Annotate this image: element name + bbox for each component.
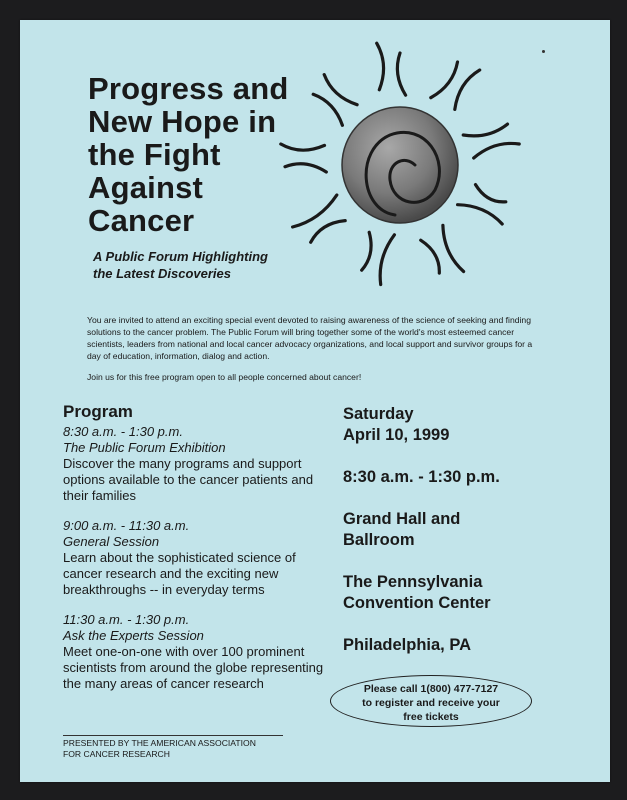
session-time: 8:30 a.m. - 1:30 p.m. (63, 424, 183, 439)
session-name: General Session (63, 534, 160, 549)
event-venue-block (343, 509, 593, 551)
subtitle-line: the Latest Discoveries (93, 266, 232, 281)
event-hours-block (343, 467, 593, 488)
sun-ray (324, 75, 357, 105)
session-item (63, 424, 333, 504)
event-day: Saturday (343, 405, 414, 423)
sun-ray (476, 185, 506, 202)
event-city: Philadelphia, PA (343, 636, 472, 654)
flyer-subtitle (93, 248, 268, 282)
sun-ray (443, 225, 464, 271)
event-city-block (343, 635, 593, 656)
intro-paragraph: You are invited to attend an exciting special event devoted to raising awareness of the science of seeking and finding solutions to the cancer problem. The Public Forum will bring together some of the world's most esteemed cancer scientists, leaders from national and local cancer advocacy organizations, and local support and survivor groups for a day of education, information, dialog and action. (87, 315, 533, 361)
program-section (63, 402, 333, 706)
flyer-page (20, 20, 610, 782)
session-name: The Public Forum Exhibition (63, 440, 226, 455)
venue-line: Ballroom (343, 531, 415, 549)
title-line: Against (88, 170, 204, 205)
sun-ray (285, 164, 326, 172)
presented-by (63, 735, 283, 760)
callout-line: Please call 1(800) 477-7127 (363, 683, 499, 695)
subtitle-line: A Public Forum Highlighting (93, 249, 268, 264)
session-description: Discover the many programs and support options available to the cancer patients and their families (63, 456, 314, 503)
sun-ray (293, 195, 337, 227)
callout-line: free tickets (403, 711, 459, 723)
sun-ray (362, 232, 371, 270)
sun-ray (313, 94, 342, 125)
title-line: Progress and (88, 71, 289, 106)
session-time: 9:00 a.m. - 11:30 a.m. (63, 518, 190, 533)
presented-line: PRESENTED BY THE AMERICAN ASSOCIATION (63, 738, 256, 748)
sun-ray (431, 62, 458, 98)
sun-ray (311, 221, 346, 243)
sun-ray (377, 43, 384, 90)
session-item (63, 518, 333, 598)
sun-ray (281, 144, 325, 150)
event-center-block (343, 572, 593, 614)
event-details (343, 404, 593, 677)
event-date-block (343, 404, 593, 446)
join-us-line: Join us for this free program open to all people concerned about cancer! (87, 372, 362, 382)
center-line: Convention Center (343, 594, 491, 612)
title-line: the Fight (88, 137, 221, 172)
sun-disc (342, 107, 458, 223)
sun-ray (397, 53, 405, 95)
sun-ray (458, 205, 503, 224)
event-date: April 10, 1999 (343, 426, 450, 444)
sun-ray (455, 70, 480, 109)
paper-speck (542, 50, 545, 53)
session-item (63, 612, 333, 692)
session-time: 11:30 a.m. - 1:30 p.m. (63, 612, 190, 627)
sun-ray (380, 235, 394, 285)
center-line: The Pennsylvania (343, 573, 483, 591)
callout-line: to register and receive your (362, 697, 500, 709)
program-heading: Program (63, 402, 133, 421)
flyer-title (88, 72, 289, 237)
event-hours: 8:30 a.m. - 1:30 p.m. (343, 468, 500, 486)
sun-ray (474, 143, 520, 158)
title-line: Cancer (88, 203, 195, 238)
session-description: Learn about the sophisticated science of cancer research and the exciting new breakthroughs -- in everyday terms (63, 550, 296, 597)
registration-callout (330, 675, 532, 727)
session-description: Meet one-on-one with over 100 prominent scientists from around the globe representing the many areas of cancer research (63, 644, 324, 691)
title-line: New Hope in (88, 104, 277, 139)
presented-line: FOR CANCER RESEARCH (63, 749, 170, 759)
venue-line: Grand Hall and (343, 510, 461, 528)
sun-illustration (275, 40, 525, 290)
session-name: Ask the Experts Session (63, 628, 204, 643)
sun-ray (463, 124, 507, 136)
sun-ray (421, 240, 440, 273)
